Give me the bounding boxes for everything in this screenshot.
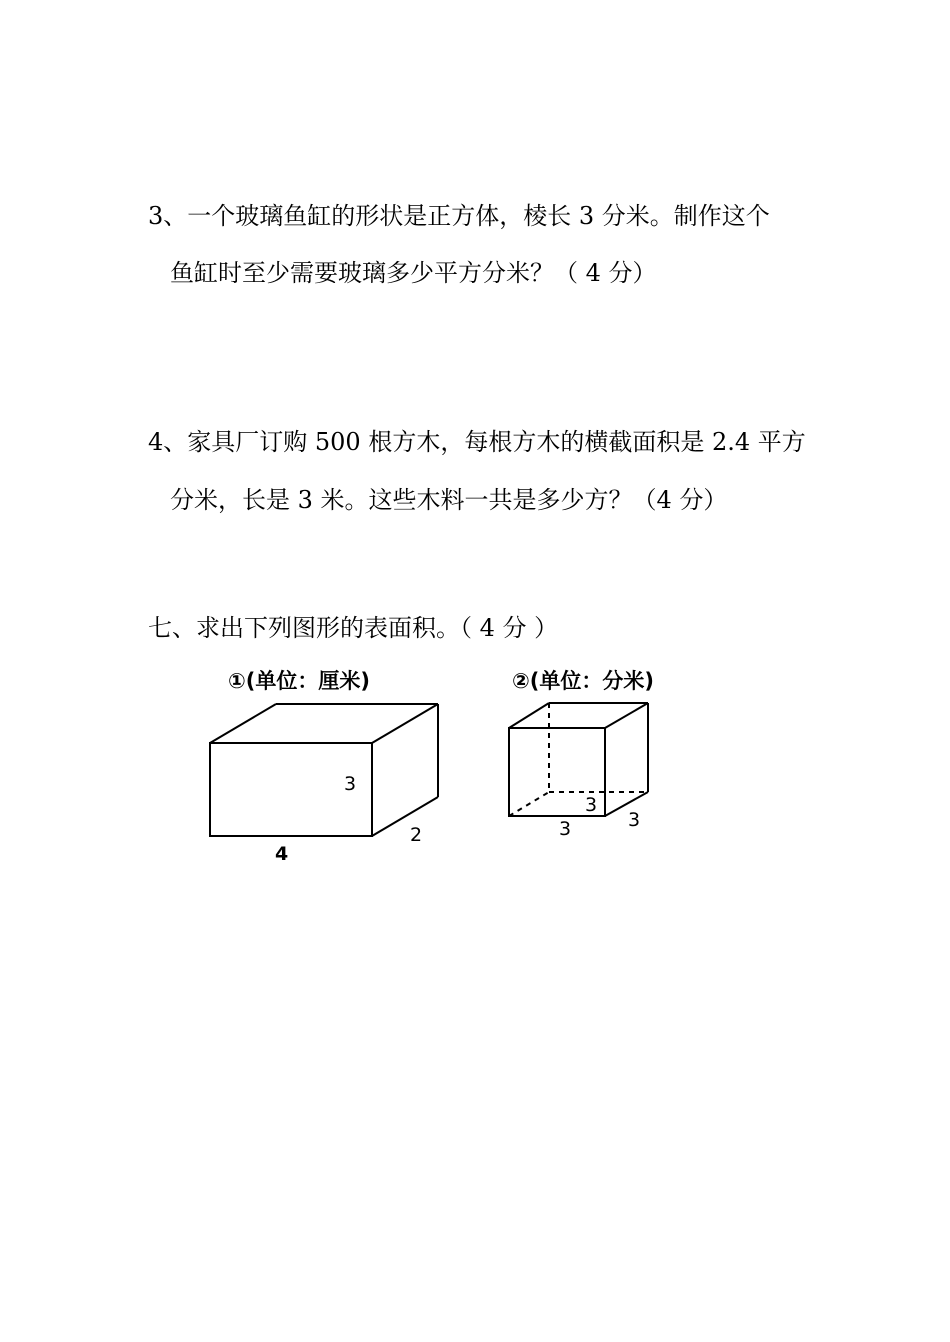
figure-2-hidden-edges [509, 703, 648, 816]
figure-1-length-label: 4 [275, 843, 289, 865]
cube-edge-bottom-right [605, 792, 648, 816]
figure-2-inner-edge-label: 3 [585, 794, 598, 816]
question-3-line-2: 鱼缸时至少需要玻璃多少平方分米？（ 4 分） [170, 259, 657, 287]
figure-2-unit-label: ②(单位：分米) [512, 669, 654, 693]
figure-2-depth-edge-label: 3 [628, 809, 641, 831]
cuboid-edge-bottom-right [372, 797, 438, 836]
figure-1-cuboid [210, 704, 438, 836]
section-7-title: 七、求出下列图形的表面积。（ 4 分 ） [148, 614, 559, 642]
question-4-line-1: 4、家具厂订购 500 根方木，每根方木的横截面积是 2.4 平方 [148, 428, 806, 456]
question-3-line-1: 3、一个玻璃鱼缸的形状是正方体，棱长 3 分米。制作这个 [148, 202, 770, 230]
figure-1-unit-label: ①(单位：厘米) [228, 669, 370, 693]
cuboid-edge-top-left [210, 704, 276, 743]
figure-1-height-label: 3 [344, 773, 357, 795]
figure-1-width-label: 2 [410, 824, 423, 846]
question-4-line-2: 分米，长是 3 米。这些木料一共是多少方？（4 分） [170, 486, 728, 514]
figure-2-bottom-edge-label: 3 [559, 818, 572, 840]
figure-2-cube [509, 703, 648, 816]
cube-edge-top-right [605, 703, 648, 728]
cuboid-edge-top-right [372, 704, 438, 743]
cube-edge-top-left [509, 703, 549, 728]
cube-hidden-depth-edge [509, 792, 549, 816]
